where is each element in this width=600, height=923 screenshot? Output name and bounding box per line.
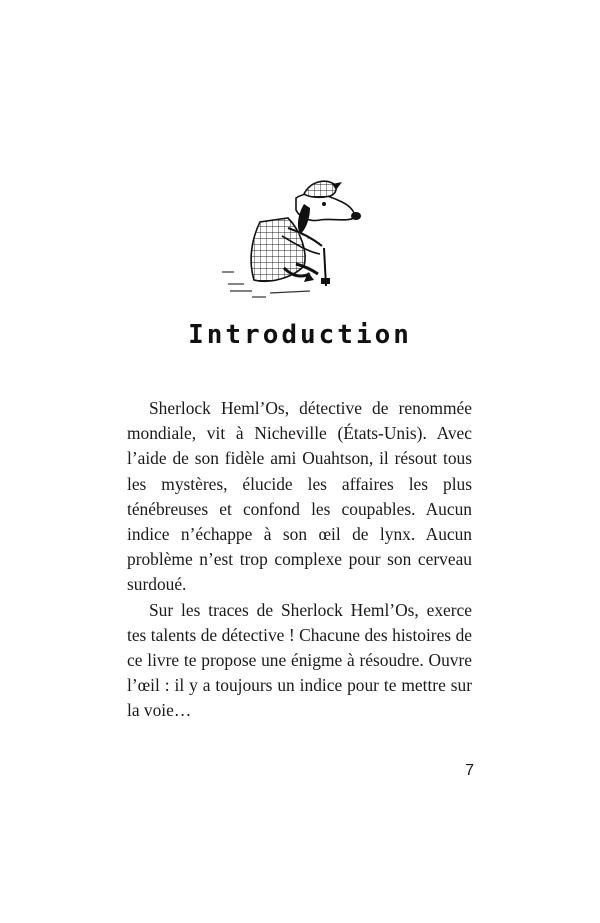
paragraph: Sherlock Heml’Os, détective de renommée mondiale, vit à Nicheville (États-Unis). Avec l’aide de son fidèle ami Ouahtson, il résout tous les mystères, élucide les affaires les plus ténébreuses et confond les coupables. Aucun indice n’échappe à son œil de lynx. Aucun problème n’est trop complexe pour son cerveau surdoué.: [127, 398, 472, 595]
paragraph: Sur les traces de Sherlock Heml’Os, exerce tes talents de détective ! Chacune des histoires de ce livre te propose une énigme à résoudre. Ouvre l’œil : il y a toujours un indice pour te mettre sur la voie…: [127, 599, 472, 721]
body-text: [127, 396, 472, 724]
page-number: 7: [465, 762, 474, 779]
detective-dog-icon: [200, 160, 400, 310]
chapter-title: Introduction: [188, 320, 412, 350]
